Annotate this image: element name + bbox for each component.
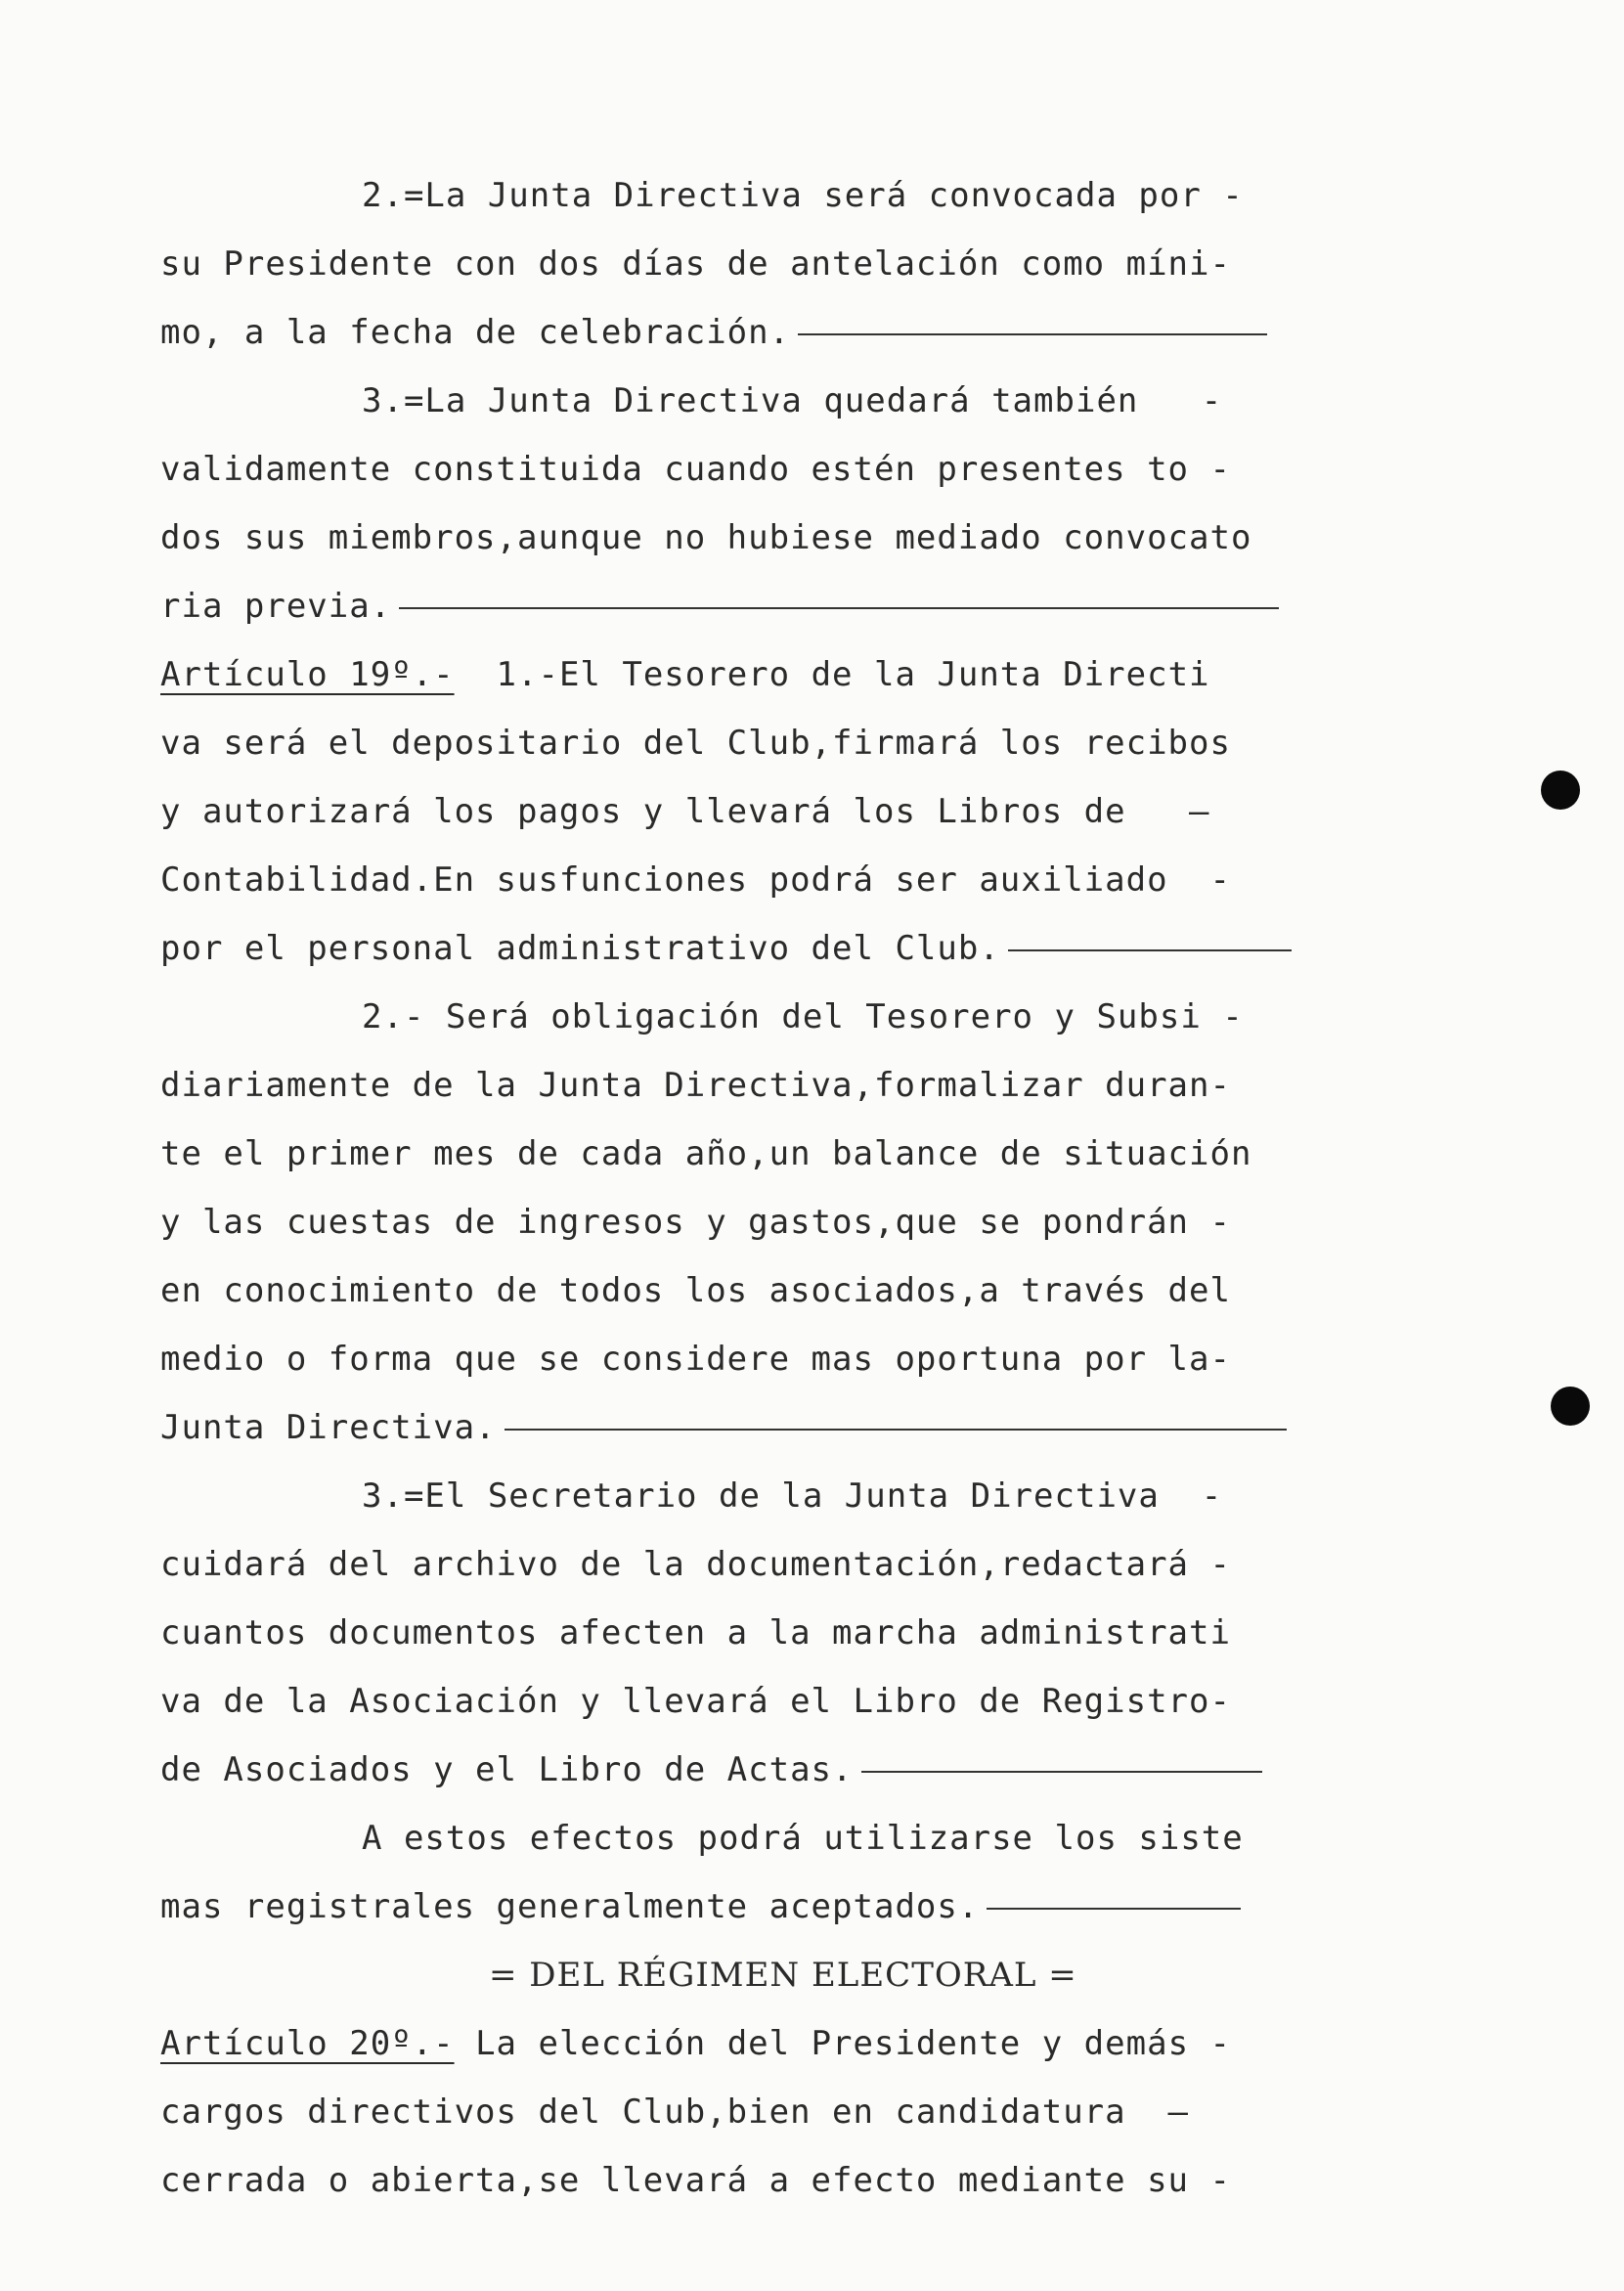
text-line: su Presidente con dos días de antelación como míni- xyxy=(160,244,1231,284)
section-heading: = DEL RÉGIMEN ELECTORAL = xyxy=(489,1956,1077,1995)
text-line: medio o forma que se considere mas oportuna por la- xyxy=(160,1340,1231,1379)
text-line: cerrada o abierta,se llevará a efecto mediante su - xyxy=(160,2161,1231,2200)
text-line: 2.=La Junta Directiva será convocada por - xyxy=(362,176,1244,215)
text-line: va de la Asociación y llevará el Libro de Registro- xyxy=(160,1682,1231,1721)
text-line: A estos efectos podrá utilizarse los siste xyxy=(362,1819,1244,1858)
text-line: validamente constituida cuando estén presentes to - xyxy=(160,450,1231,489)
text-line: 2.- Será obligación del Tesorero y Subsi - xyxy=(362,997,1244,1036)
fill-dash xyxy=(987,1908,1241,1910)
text-line: Artículo 20º.- La elección del Presidente y demás - xyxy=(160,2024,1231,2063)
fill-dash xyxy=(1008,949,1292,951)
text-line: mo, a la fecha de celebración. xyxy=(160,311,1343,354)
text-line: y las cuestas de ingresos y gastos,que se pondrán - xyxy=(160,1203,1231,1242)
punch-hole xyxy=(1551,1387,1590,1426)
text-line: cuantos documentos afecten a la marcha administrati xyxy=(160,1613,1231,1652)
fill-dash xyxy=(861,1771,1262,1773)
article-heading: Artículo 19º.- xyxy=(160,655,455,694)
text-line: de Asociados y el Libro de Actas. xyxy=(160,1748,1343,1791)
text-line: y autorizará los pagos y llevará los Libros de — xyxy=(160,792,1210,831)
article-heading: Artículo 20º.- xyxy=(160,2024,455,2063)
text-line: cargos directivos del Club,bien en candidatura — xyxy=(160,2093,1190,2132)
text-line: mas registrales generalmente aceptados. xyxy=(160,1885,1343,1928)
text-line: va será el depositario del Club,firmará los recibos xyxy=(160,724,1231,763)
text-line: te el primer mes de cada año,un balance de situación xyxy=(160,1134,1252,1173)
text-line: Contabilidad.En susfunciones podrá ser auxiliado - xyxy=(160,860,1231,900)
text-line: en conocimiento de todos los asociados,a través del xyxy=(160,1271,1231,1310)
text-line: Junta Directiva. xyxy=(160,1406,1343,1449)
text-line: dos sus miembros,aunque no hubiese mediado convocato xyxy=(160,518,1252,557)
text-line: ria previa. xyxy=(160,585,1343,628)
fill-dash xyxy=(505,1429,1287,1431)
fill-dash xyxy=(399,607,1279,609)
fill-dash xyxy=(798,333,1267,335)
punch-hole xyxy=(1541,771,1580,810)
text-line: 3.=El Secretario de la Junta Directiva - xyxy=(362,1476,1223,1516)
text-line: diariamente de la Junta Directiva,formalizar duran- xyxy=(160,1066,1231,1105)
text-line: Artículo 19º.- 1.-El Tesorero de la Junta Directi xyxy=(160,655,1210,694)
text-line: por el personal administrativo del Club. xyxy=(160,927,1343,970)
text-line: cuidará del archivo de la documentación,redactará - xyxy=(160,1545,1231,1584)
text-line: 3.=La Junta Directiva quedará también - xyxy=(362,381,1223,420)
